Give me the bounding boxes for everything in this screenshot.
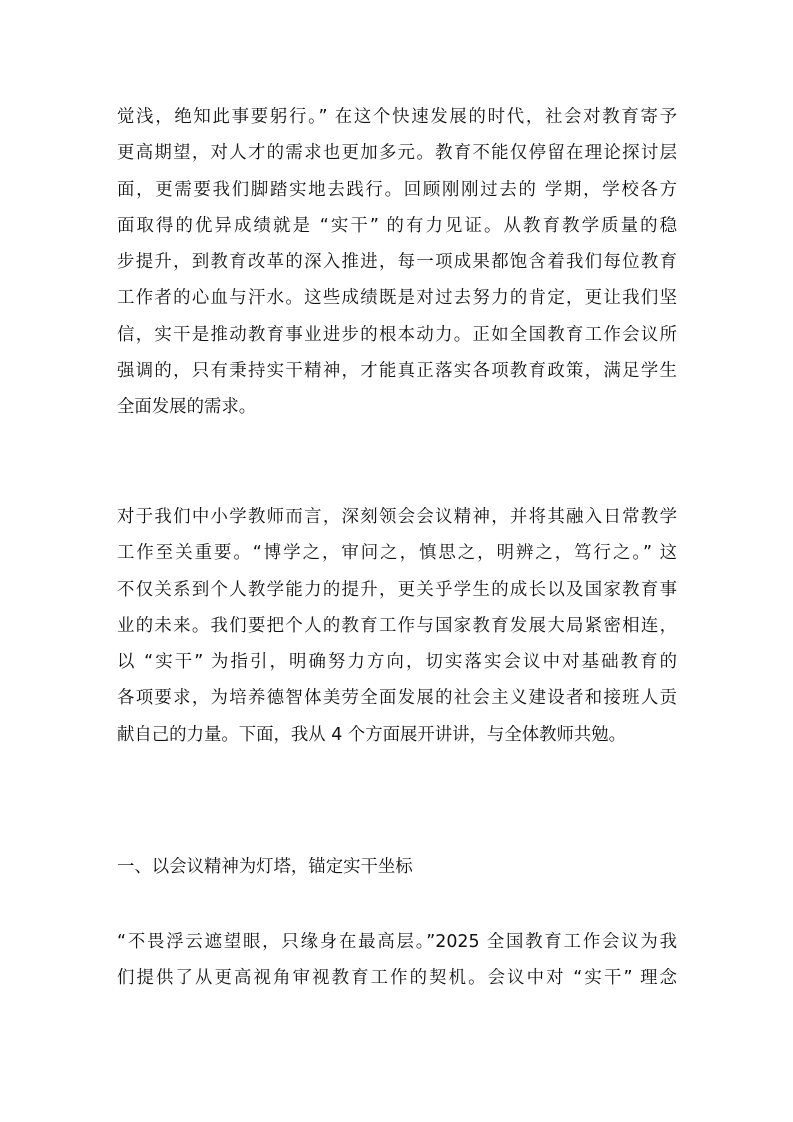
text-line: 信，实干是推动教育事业进步的根本动力。正如全国教育工作会议所 <box>117 324 677 345</box>
text-line: 献自己的力量。下面，我从 4 个方面展开讲讲，与全体教师共勉。 <box>117 724 627 745</box>
text-line: 各项要求，为培养德智体美劳全面发展的社会主义建设者和接班人贡 <box>117 688 677 709</box>
text-line: 面，更需要我们脚踏实地去践行。回顾刚刚过去的 学期，学校各方 <box>117 179 677 200</box>
text-line: 觉浅，绝知此事要躬行。” 在这个快速发展的时代，社会对教育寄予 <box>117 107 677 127</box>
text-line: 工作者的心血与汗水。这些成绩既是对过去努力的肯定，更让我们坚 <box>117 288 677 309</box>
heading-text: 一、以会议精神为灯塔，锚定实干坐标 <box>117 857 413 877</box>
text-line: “不畏浮云遮望眼，只缘身在最高层。”2025 全国教育工作会议为我 <box>117 932 677 952</box>
paragraph-1 <box>117 99 677 426</box>
paragraph-2 <box>117 499 677 753</box>
text-line: 工作至关重要。“博学之，审问之，慎思之，明辨之，笃行之。” 这 <box>117 543 677 564</box>
text-line: 全面发展的需求。 <box>117 397 257 418</box>
text-line: 对于我们中小学教师而言，深刻领会会议精神，并将其融入日常教学 <box>117 507 677 527</box>
text-line: 步提升，到教育改革的深入推进，每一项成果都饱含着我们每位教育 <box>117 252 677 273</box>
text-line: 业的未来。我们要把个人的教育工作与国家教育发展大局紧密相连， <box>117 615 677 636</box>
text-line: 们提供了从更高视角审视教育工作的契机。会议中对 “实干” 理念 <box>117 968 677 989</box>
text-line: 不仅关系到个人教学能力的提升，更关乎学生的成长以及国家教育事 <box>117 579 677 600</box>
text-line: 强调的，只有秉持实干精神，才能真正落实各项教育政策，满足学生 <box>117 361 677 382</box>
paragraph-3 <box>117 924 677 997</box>
text-line: 以 “实干” 为指引，明确努力方向，切实落实会议中对基础教育的 <box>117 652 677 673</box>
text-line: 面取得的优异成绩就是 “实干” 的有力见证。从教育教学质量的稳 <box>117 215 677 236</box>
text-line: 更高期望，对人才的需求也更加多元。教育不能仅停留在理论探讨层 <box>117 143 677 164</box>
section-heading <box>117 849 677 885</box>
